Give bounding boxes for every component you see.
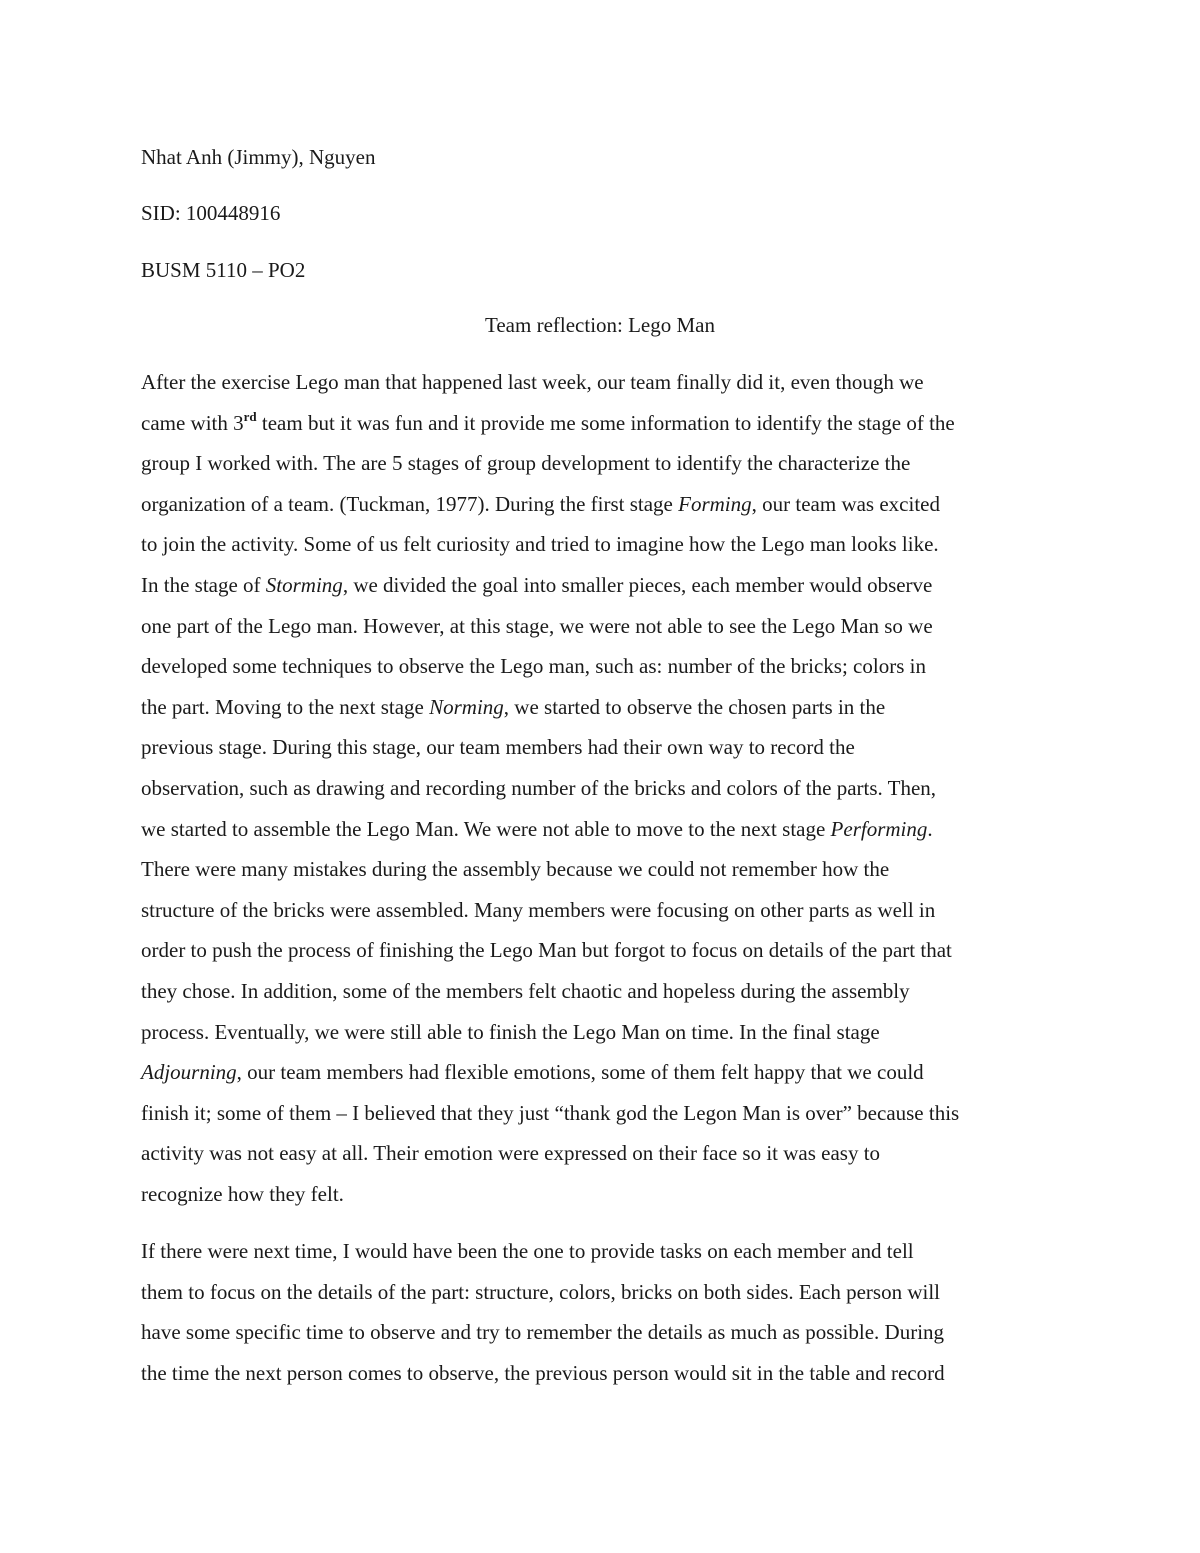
text-span: team but it was fun and it provide me some information to identify the stage of the: [256, 410, 955, 435]
text-line: to join the activity. Some of us felt curiosity and tried to imagine how the Lego man looks like.: [141, 532, 939, 557]
text-span: , we started to observe the chosen parts in the: [503, 694, 886, 719]
text-span: came with 3: [141, 410, 244, 435]
text-line: [141, 565, 1066, 606]
text-line: [141, 809, 1066, 850]
text-line: If there were next time, I would have been the one to provide tasks on each member and tell: [141, 1239, 914, 1263]
superscript: rd: [243, 408, 257, 424]
author-name: Nhat Anh (Jimmy), Nguyen: [141, 145, 376, 169]
text-span: , we divided the goal into smaller pieces, each member would observe: [342, 572, 933, 597]
stage-term-norming: Norming: [429, 694, 504, 719]
text-line: [141, 403, 1066, 444]
text-line: After the exercise Lego man that happened last week, our team finally did it, even though we: [141, 370, 924, 394]
text-line: process. Eventually, we were still able to finish the Lego Man on time. In the final stage: [141, 1019, 880, 1044]
text-span: organization of a team. (Tuckman, 1977). During the first stage: [141, 491, 679, 516]
stage-term-adjourning: Adjourning: [141, 1060, 237, 1085]
stage-term-storming: Storming: [265, 572, 343, 597]
text-line: [141, 1052, 1066, 1093]
text-line: one part of the Lego man. However, at this stage, we were not able to see the Lego Man so we: [141, 613, 933, 638]
text-line: have some specific time to observe and try to remember the details as much as possible. During: [141, 1320, 945, 1345]
stage-term-performing: Performing: [830, 816, 928, 841]
text-span: the part. Moving to the next stage: [141, 694, 430, 719]
text-span: , our team was excited: [751, 491, 940, 516]
text-line: observation, such as drawing and recording number of the bricks and colors of the parts. Then,: [141, 775, 937, 800]
text-line: [141, 687, 1066, 728]
text-line: recognize how they felt.: [141, 1181, 344, 1206]
paragraph-1: [141, 362, 1066, 1214]
course-code: BUSM 5110 – PO2: [141, 258, 306, 282]
document-title: Team reflection: Lego Man: [484, 313, 715, 337]
text-line: they chose. In addition, some of the members felt chaotic and hopeless during the assembly: [141, 978, 910, 1003]
text-line: [141, 484, 1066, 525]
text-span: In the stage of: [141, 572, 266, 597]
text-line: finish it; some of them – I believed that they just “thank god the Legon Man is over” because this: [141, 1100, 960, 1125]
student-id: SID: 100448916: [141, 201, 281, 225]
text-line: There were many mistakes during the assembly because we could not remember how the: [141, 857, 890, 882]
text-line: structure of the bricks were assembled. Many members were focusing on other parts as well in: [141, 897, 936, 922]
text-span: , our team members had flexible emotions, some of them felt happy that we could: [236, 1060, 924, 1085]
text-line: order to push the process of finishing the Lego Man but forgot to focus on details of the part that: [141, 938, 952, 963]
text-span: we started to assemble the Lego Man. We were not able to move to the next stage: [141, 816, 831, 841]
text-line: the time the next person comes to observe, the previous person would sit in the table and record: [141, 1360, 945, 1385]
text-line: previous stage. During this stage, our team members had their own way to record the: [141, 735, 855, 760]
paragraph-2: [141, 1231, 1066, 1393]
text-span: .: [927, 816, 933, 841]
text-line: them to focus on the details of the part: structure, colors, bricks on both sides. Each person will: [141, 1279, 940, 1304]
text-line: developed some techniques to observe the Lego man, such as: number of the bricks; colors in: [141, 654, 926, 679]
text-line: group I worked with. The are 5 stages of group development to identify the characterize the: [141, 451, 911, 476]
stage-term-forming: Forming: [678, 491, 752, 516]
text-line: activity was not easy at all. Their emotion were expressed on their face so it was easy to: [141, 1141, 881, 1166]
